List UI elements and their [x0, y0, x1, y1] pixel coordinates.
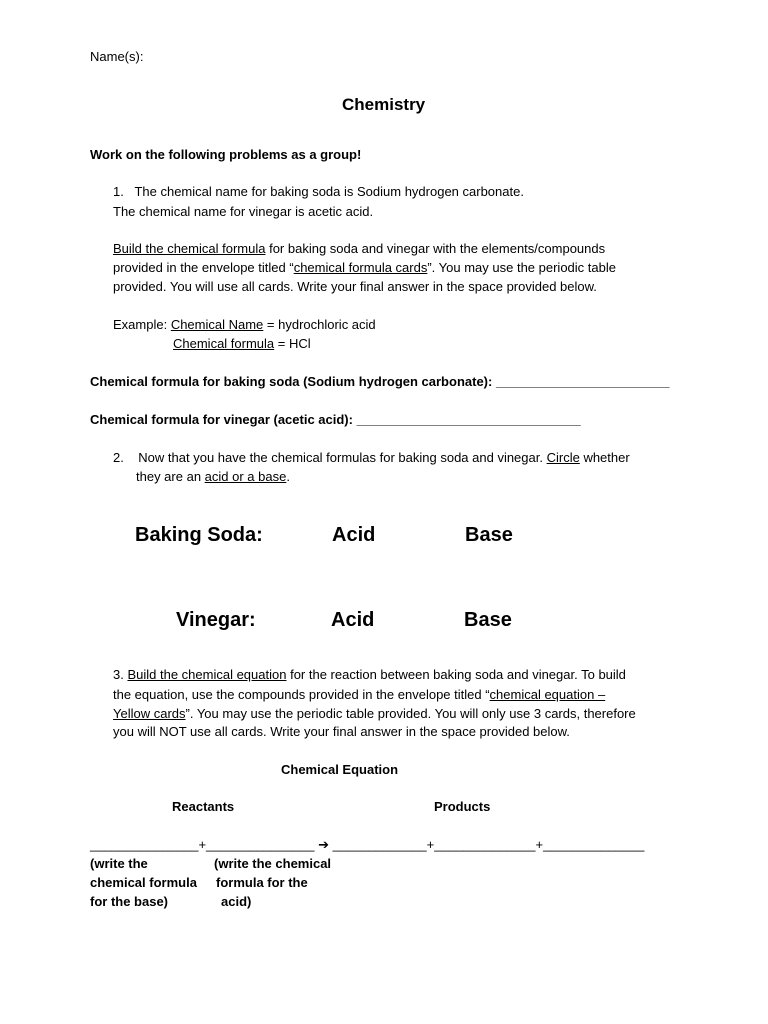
q1-para-line1 [113, 239, 605, 258]
baking-soda-formula-blank[interactable]: ________________________ [495, 374, 670, 389]
example-formula-label: Chemical formula [173, 336, 275, 351]
reactant-blank-2[interactable]: _______________ [206, 837, 315, 852]
baking-soda-formula-line [90, 372, 669, 391]
product-blank-1[interactable]: _____________ [332, 837, 427, 852]
q1-para-line2 [113, 258, 616, 277]
q1-para-text1: for baking soda and vinegar with the elements/compounds [265, 241, 606, 256]
example-formula-line [173, 334, 311, 353]
q3-line2 [113, 685, 605, 704]
products-heading: Products [434, 799, 491, 814]
vinegar-formula-line [90, 410, 581, 429]
q2-line1 [113, 448, 630, 467]
q3-text2: the equation, use the compounds provided in the envelope titled “ [113, 687, 490, 702]
equation-line [90, 835, 644, 854]
build-equation-emphasis: Build the chemical equation [127, 667, 287, 682]
vinegar-choice-label: Vinegar: [176, 609, 256, 631]
build-formula-emphasis: Build the chemical formula [113, 241, 266, 256]
reaction-arrow-icon: ➔ [318, 837, 330, 852]
example-label: Example: [113, 317, 171, 332]
vinegar-acid-option[interactable]: Acid [331, 609, 375, 631]
q1-text1: The chemical name for baking soda is Sodium hydrogen carbonate. [134, 184, 524, 199]
product-blank-3[interactable]: ______________ [543, 837, 645, 852]
example-name-label: Chemical Name [170, 317, 264, 332]
q2-number: 2. [113, 450, 124, 465]
q3-line1 [113, 665, 626, 684]
names-label: Name(s): [90, 49, 144, 64]
reactants-heading: Reactants [172, 799, 235, 814]
page-title: Chemistry [342, 95, 426, 114]
q3-text1: for the reaction between baking soda and vinegar. To build [286, 667, 626, 682]
q3-line3 [113, 704, 636, 723]
equation-heading: Chemical Equation [281, 762, 399, 777]
acid-note-line: formula for the [216, 875, 308, 890]
baking-soda-formula-label: Chemical formula for baking soda (Sodium hydrogen carbonate): [90, 374, 493, 389]
q2-text3: they are an [136, 469, 205, 484]
q3-number: 3. [113, 667, 128, 682]
plus-sign: + [535, 837, 544, 852]
example-name-line [113, 315, 376, 334]
q2-text2: whether [579, 450, 630, 465]
baking-soda-acid-option[interactable]: Acid [332, 524, 376, 546]
q1-para-text3: ”. You may use the periodic table [427, 260, 616, 275]
formula-cards-emphasis: chemical formula cards [293, 260, 428, 275]
plus-sign: + [426, 837, 435, 852]
base-note [90, 854, 197, 911]
q1-para-line3: provided. You will use all cards. Write your final answer in the space provided below. [113, 279, 597, 294]
acid-note-line: acid) [221, 894, 252, 909]
group-instruction: Work on the following problems as a group! [90, 147, 362, 162]
q1-para-text2: provided in the envelope titled “ [113, 260, 294, 275]
acid-note-line: (write the chemical [214, 856, 332, 871]
example-formula-value: = HCl [274, 336, 311, 351]
circle-emphasis: Circle [546, 450, 580, 465]
base-note-line: for the base) [90, 894, 169, 909]
q1-number: 1. [113, 184, 124, 199]
example-name-value: = hydrochloric acid [263, 317, 376, 332]
base-note-line: chemical formula [90, 875, 197, 890]
chemical-equation-emphasis: chemical equation – [489, 687, 606, 702]
baking-soda-base-option[interactable]: Base [465, 524, 513, 546]
product-blank-2[interactable]: ______________ [434, 837, 536, 852]
vinegar-formula-blank[interactable]: _______________________________ [356, 412, 581, 427]
q1-line2: The chemical name for vinegar is acetic acid. [113, 204, 374, 219]
q1-line1 [113, 182, 524, 201]
yellow-cards-emphasis: Yellow cards [113, 706, 186, 721]
vinegar-formula-label: Chemical formula for vinegar (acetic acid): [90, 412, 353, 427]
acid-or-base-emphasis: acid or a base [204, 469, 287, 484]
base-note-line: (write the [90, 856, 148, 871]
q2-text1: Now that you have the chemical formulas for baking soda and vinegar. [138, 450, 547, 465]
baking-soda-choice-label: Baking Soda: [135, 524, 263, 546]
q3-line4: you will NOT use all cards. Write your final answer in the space provided below. [113, 724, 570, 739]
acid-note [214, 854, 331, 911]
q2-line2 [136, 467, 290, 486]
q2-text4: . [286, 469, 290, 484]
plus-sign: + [198, 837, 207, 852]
vinegar-base-option[interactable]: Base [464, 609, 512, 631]
q3-text3: ”. You may use the periodic table provided. You will only use 3 cards, therefore [185, 706, 636, 721]
reactant-blank-1[interactable]: _______________ [90, 837, 199, 852]
